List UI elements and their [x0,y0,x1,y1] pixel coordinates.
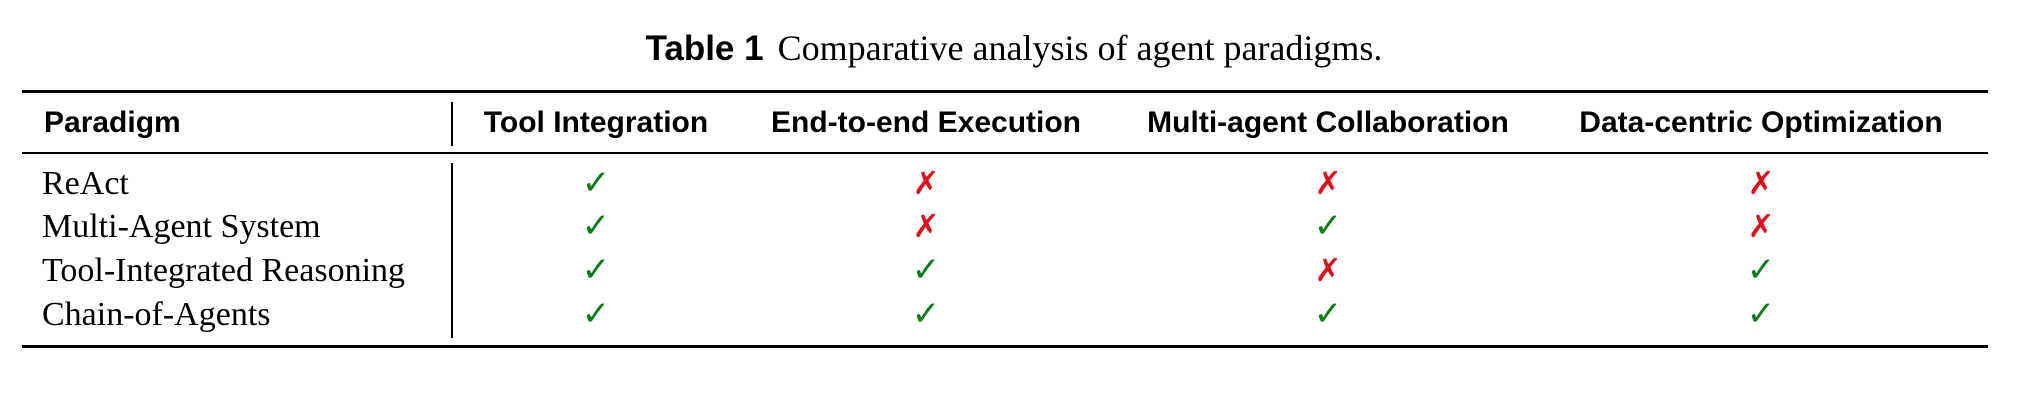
data-centric-optimization-mark: ✗ [1747,207,1775,245]
table-row-tool-integrated-reasoning [0,249,2028,292]
end-to-end-execution-mark: ✓ [911,250,941,290]
multi-agent-collaboration-mark: ✗ [1314,251,1342,289]
header-data-centric-optimization: Data-centric Optimization [1579,106,1943,139]
header-rule [22,152,1988,154]
end-to-end-execution-mark: ✓ [911,294,941,334]
multi-agent-collaboration-mark: ✓ [1313,206,1343,246]
table-row-react [0,162,2028,205]
column-separator-header [451,102,453,146]
row-label: ReAct [42,165,129,202]
table-row-chain-of-agents [0,293,2028,336]
tool-integration-mark: ✓ [581,206,611,246]
row-label: Tool-Integrated Reasoning [42,252,406,289]
data-centric-optimization-mark: ✓ [1746,250,1776,290]
end-to-end-execution-mark: ✗ [912,164,940,202]
row-label: Chain-of-Agents [42,296,271,333]
multi-agent-collaboration-mark: ✗ [1314,164,1342,202]
table-caption [0,26,2028,71]
multi-agent-collaboration-mark: ✓ [1313,294,1343,334]
tool-integration-mark: ✓ [581,163,611,203]
row-label: Multi-Agent System [42,208,321,245]
header-multi-agent-collaboration: Multi-agent Collaboration [1147,106,1509,139]
bottom-rule [22,345,1988,348]
tool-integration-mark: ✓ [581,250,611,290]
header-paradigm: Paradigm [44,106,181,139]
table-caption-text: Comparative analysis of agent paradigms. [777,28,1383,68]
top-rule [22,90,1988,93]
data-centric-optimization-mark: ✗ [1747,164,1775,202]
data-centric-optimization-mark: ✓ [1746,294,1776,334]
header-tool-integration: Tool Integration [483,106,709,139]
table-row-multi-agent-system [0,205,2028,248]
end-to-end-execution-mark: ✗ [912,207,940,245]
tool-integration-mark: ✓ [581,294,611,334]
table-number: Table 1 [645,29,764,68]
header-end-to-end-execution: End-to-end Execution [771,106,1081,139]
